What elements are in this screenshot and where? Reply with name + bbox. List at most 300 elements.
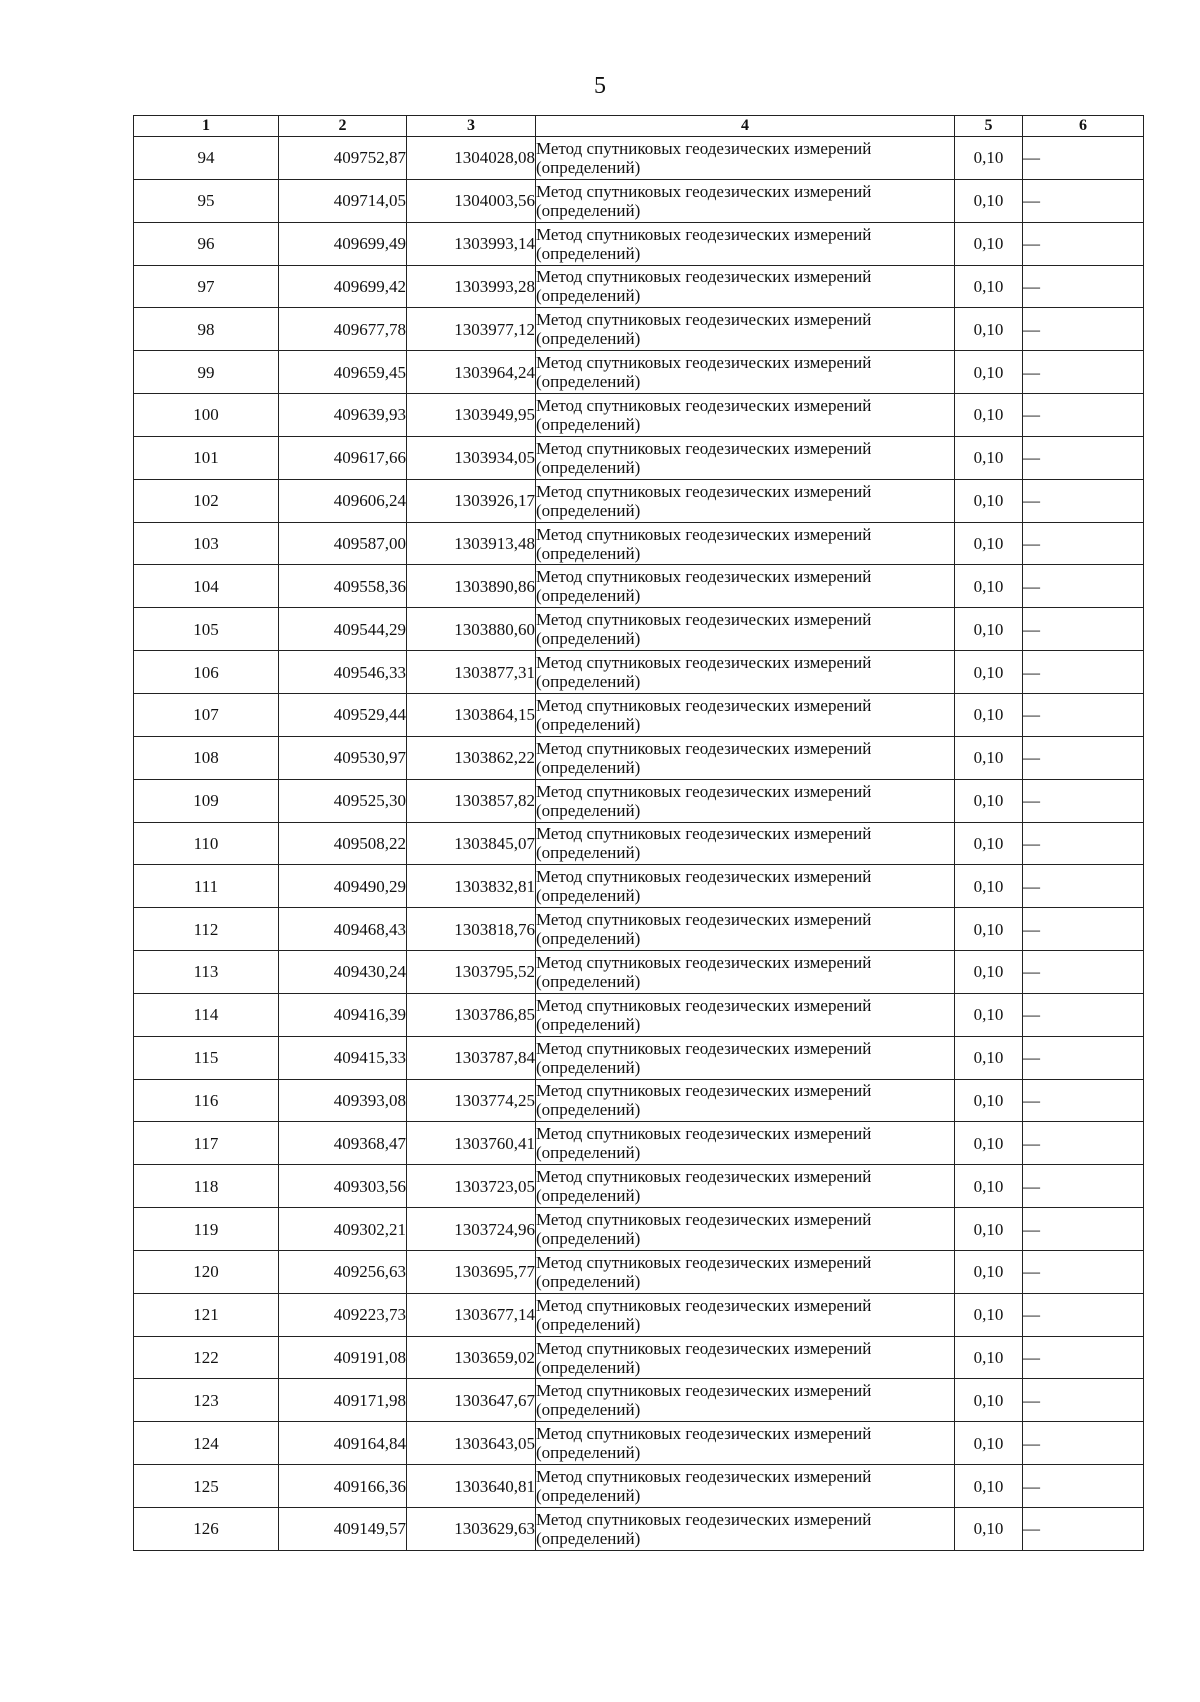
note-dash: — (1023, 822, 1144, 865)
table-row (134, 351, 1144, 394)
coordinate-x: 409490,29 (279, 865, 407, 908)
accuracy-value: 0,10 (955, 137, 1023, 180)
coordinate-y: 1303832,81 (407, 865, 536, 908)
point-number: 98 (134, 308, 279, 351)
table-row (134, 736, 1144, 779)
method-line-1: Метод спутниковых геодезических измерений (536, 1252, 872, 1272)
point-number: 126 (134, 1508, 279, 1551)
method-cell (536, 565, 955, 608)
point-number: 101 (134, 436, 279, 479)
coordinate-x: 409302,21 (279, 1208, 407, 1251)
method-cell (536, 651, 955, 694)
method-cell (536, 1122, 955, 1165)
method-cell (536, 1293, 955, 1336)
coordinate-y: 1303934,05 (407, 436, 536, 479)
method-line-1: Метод спутниковых геодезических измерений (536, 952, 872, 972)
method-cell (536, 908, 955, 951)
note-dash: — (1023, 479, 1144, 522)
point-number: 117 (134, 1122, 279, 1165)
method-cell (536, 1036, 955, 1079)
accuracy-value: 0,10 (955, 1079, 1023, 1122)
method-cell (536, 394, 955, 437)
table-row (134, 865, 1144, 908)
coordinate-y: 1303862,22 (407, 736, 536, 779)
coordinate-y: 1303877,31 (407, 651, 536, 694)
method-cell (536, 1165, 955, 1208)
header-col-2: 2 (279, 116, 407, 137)
method-line-2: (определений) (536, 1271, 641, 1291)
method-cell (536, 179, 955, 222)
accuracy-value: 0,10 (955, 394, 1023, 437)
method-line-1: Метод спутниковых геодезических измерений (536, 224, 872, 244)
accuracy-value: 0,10 (955, 1422, 1023, 1465)
note-dash: — (1023, 608, 1144, 651)
accuracy-value: 0,10 (955, 522, 1023, 565)
method-cell (536, 1250, 955, 1293)
point-number: 106 (134, 651, 279, 694)
coordinate-y: 1303993,28 (407, 265, 536, 308)
method-cell (536, 522, 955, 565)
header-row (134, 116, 1144, 137)
note-dash: — (1023, 222, 1144, 265)
table-row (134, 479, 1144, 522)
table-row (134, 179, 1144, 222)
note-dash: — (1023, 651, 1144, 694)
method-cell (536, 1079, 955, 1122)
method-line-1: Метод спутниковых геодезических измерений (536, 1424, 872, 1444)
coordinate-y: 1303640,81 (407, 1465, 536, 1508)
note-dash: — (1023, 1465, 1144, 1508)
note-dash: — (1023, 779, 1144, 822)
table-row (134, 1293, 1144, 1336)
method-cell (536, 1379, 955, 1422)
point-number: 122 (134, 1336, 279, 1379)
method-line-1: Метод спутниковых геодезических измерений (536, 181, 872, 201)
note-dash: — (1023, 1508, 1144, 1551)
note-dash: — (1023, 1379, 1144, 1422)
note-dash: — (1023, 908, 1144, 951)
accuracy-value: 0,10 (955, 693, 1023, 736)
note-dash: — (1023, 351, 1144, 394)
method-line-1: Метод спутниковых геодезических измерений (536, 781, 872, 801)
accuracy-value: 0,10 (955, 179, 1023, 222)
coordinate-y: 1303786,85 (407, 993, 536, 1036)
method-cell (536, 693, 955, 736)
method-line-1: Метод спутниковых геодезических измерений (536, 1338, 872, 1358)
method-cell (536, 351, 955, 394)
table-row (134, 1165, 1144, 1208)
note-dash: — (1023, 693, 1144, 736)
coordinate-y: 1303964,24 (407, 351, 536, 394)
coordinate-y: 1303643,05 (407, 1422, 536, 1465)
method-line-2: (определений) (536, 1486, 641, 1506)
point-number: 95 (134, 179, 279, 222)
method-line-1: Метод спутниковых геодезических измерений (536, 310, 872, 330)
coordinate-x: 409699,42 (279, 265, 407, 308)
note-dash: — (1023, 951, 1144, 994)
note-dash: — (1023, 1079, 1144, 1122)
table-row (134, 308, 1144, 351)
note-dash: — (1023, 1122, 1144, 1165)
header-col-4: 4 (536, 116, 955, 137)
note-dash: — (1023, 1165, 1144, 1208)
coordinate-y: 1304003,56 (407, 179, 536, 222)
method-line-2: (определений) (536, 586, 641, 606)
method-cell (536, 265, 955, 308)
coordinate-x: 409752,87 (279, 137, 407, 180)
coordinate-y: 1303993,14 (407, 222, 536, 265)
method-line-1: Метод спутниковых геодезических измерений (536, 395, 872, 415)
coordinate-x: 409617,66 (279, 436, 407, 479)
table-row (134, 608, 1144, 651)
accuracy-value: 0,10 (955, 1379, 1023, 1422)
coordinate-x: 409166,36 (279, 1465, 407, 1508)
table-row (134, 822, 1144, 865)
method-cell (536, 993, 955, 1036)
method-cell (536, 1336, 955, 1379)
method-cell (536, 1508, 955, 1551)
coordinate-x: 409303,56 (279, 1165, 407, 1208)
coordinate-y: 1303913,48 (407, 522, 536, 565)
method-line-2: (определений) (536, 629, 641, 649)
method-line-2: (определений) (536, 1443, 641, 1463)
method-line-2: (определений) (536, 971, 641, 991)
accuracy-value: 0,10 (955, 779, 1023, 822)
point-number: 119 (134, 1208, 279, 1251)
method-line-2: (определений) (536, 1400, 641, 1420)
method-cell (536, 779, 955, 822)
method-cell (536, 308, 955, 351)
method-line-2: (определений) (536, 1314, 641, 1334)
point-number: 121 (134, 1293, 279, 1336)
coordinate-y: 1303695,77 (407, 1250, 536, 1293)
method-cell (536, 951, 955, 994)
method-line-2: (определений) (536, 757, 641, 777)
coordinate-x: 409677,78 (279, 308, 407, 351)
table-row (134, 265, 1144, 308)
note-dash: — (1023, 522, 1144, 565)
accuracy-value: 0,10 (955, 1036, 1023, 1079)
point-number: 110 (134, 822, 279, 865)
coordinate-x: 409530,97 (279, 736, 407, 779)
method-line-1: Метод спутниковых геодезических измерений (536, 695, 872, 715)
coordinate-y: 1303977,12 (407, 308, 536, 351)
method-line-2: (определений) (536, 714, 641, 734)
table-row (134, 1036, 1144, 1079)
point-number: 105 (134, 608, 279, 651)
method-line-1: Метод спутниковых геодезических измерений (536, 610, 872, 630)
note-dash: — (1023, 179, 1144, 222)
table-row (134, 1465, 1144, 1508)
table-row (134, 1208, 1144, 1251)
point-number: 104 (134, 565, 279, 608)
method-line-2: (определений) (536, 414, 641, 434)
method-line-2: (определений) (536, 1528, 641, 1548)
accuracy-value: 0,10 (955, 1293, 1023, 1336)
method-line-1: Метод спутниковых геодезических измерений (536, 824, 872, 844)
table-row (134, 1508, 1144, 1551)
note-dash: — (1023, 308, 1144, 351)
coordinate-x: 409544,29 (279, 608, 407, 651)
accuracy-value: 0,10 (955, 651, 1023, 694)
header-col-6: 6 (1023, 116, 1144, 137)
accuracy-value: 0,10 (955, 1122, 1023, 1165)
method-line-2: (определений) (536, 929, 641, 949)
accuracy-value: 0,10 (955, 1336, 1023, 1379)
coordinate-y: 1303774,25 (407, 1079, 536, 1122)
point-number: 94 (134, 137, 279, 180)
method-line-2: (определений) (536, 243, 641, 263)
method-cell (536, 736, 955, 779)
method-line-1: Метод спутниковых геодезических измерений (536, 1081, 872, 1101)
table-row (134, 222, 1144, 265)
coordinate-x: 409606,24 (279, 479, 407, 522)
accuracy-value: 0,10 (955, 351, 1023, 394)
coordinate-x: 409529,44 (279, 693, 407, 736)
coordinate-x: 409256,63 (279, 1250, 407, 1293)
coordinate-x: 409639,93 (279, 394, 407, 437)
method-line-1: Метод спутниковых геодезических измерений (536, 1210, 872, 1230)
method-line-1: Метод спутниковых геодезических измерений (536, 1038, 872, 1058)
coordinate-y: 1303818,76 (407, 908, 536, 951)
accuracy-value: 0,10 (955, 608, 1023, 651)
point-number: 99 (134, 351, 279, 394)
accuracy-value: 0,10 (955, 736, 1023, 779)
method-cell (536, 822, 955, 865)
coordinate-x: 409223,73 (279, 1293, 407, 1336)
point-number: 115 (134, 1036, 279, 1079)
method-line-2: (определений) (536, 543, 641, 563)
method-line-1: Метод спутниковых геодезических измерений (536, 567, 872, 587)
point-number: 118 (134, 1165, 279, 1208)
method-line-1: Метод спутниковых геодезических измерений (536, 867, 872, 887)
coordinate-x: 409149,57 (279, 1508, 407, 1551)
note-dash: — (1023, 993, 1144, 1036)
method-cell (536, 1208, 955, 1251)
coordinate-y: 1303677,14 (407, 1293, 536, 1336)
method-line-2: (определений) (536, 800, 641, 820)
method-line-2: (определений) (536, 1014, 641, 1034)
table-row (134, 993, 1144, 1036)
table-row (134, 1379, 1144, 1422)
note-dash: — (1023, 1036, 1144, 1079)
table-row (134, 651, 1144, 694)
method-line-1: Метод спутниковых геодезических измерений (536, 653, 872, 673)
point-number: 113 (134, 951, 279, 994)
method-line-1: Метод спутниковых геодезических измерений (536, 1467, 872, 1487)
coordinate-x: 409415,33 (279, 1036, 407, 1079)
method-line-2: (определений) (536, 457, 641, 477)
method-line-2: (определений) (536, 157, 641, 177)
accuracy-value: 0,10 (955, 993, 1023, 1036)
method-line-2: (определений) (536, 886, 641, 906)
accuracy-value: 0,10 (955, 1250, 1023, 1293)
accuracy-value: 0,10 (955, 436, 1023, 479)
coordinate-x: 409171,98 (279, 1379, 407, 1422)
method-line-2: (определений) (536, 1143, 641, 1163)
coordinate-x: 409368,47 (279, 1122, 407, 1165)
note-dash: — (1023, 436, 1144, 479)
coordinate-y: 1303723,05 (407, 1165, 536, 1208)
accuracy-value: 0,10 (955, 1165, 1023, 1208)
accuracy-value: 0,10 (955, 565, 1023, 608)
table-row (134, 565, 1144, 608)
coordinate-x: 409393,08 (279, 1079, 407, 1122)
method-line-1: Метод спутниковых геодезических измерений (536, 438, 872, 458)
point-number: 97 (134, 265, 279, 308)
header-col-3: 3 (407, 116, 536, 137)
method-cell (536, 137, 955, 180)
coordinate-x: 409699,49 (279, 222, 407, 265)
method-cell (536, 222, 955, 265)
note-dash: — (1023, 265, 1144, 308)
note-dash: — (1023, 394, 1144, 437)
point-number: 102 (134, 479, 279, 522)
header-col-5: 5 (955, 116, 1023, 137)
method-line-2: (определений) (536, 329, 641, 349)
method-cell (536, 608, 955, 651)
point-number: 116 (134, 1079, 279, 1122)
coordinate-x: 409416,39 (279, 993, 407, 1036)
method-line-2: (определений) (536, 200, 641, 220)
coordinate-x: 409191,08 (279, 1336, 407, 1379)
accuracy-value: 0,10 (955, 822, 1023, 865)
accuracy-value: 0,10 (955, 1465, 1023, 1508)
method-line-2: (определений) (536, 1357, 641, 1377)
point-number: 114 (134, 993, 279, 1036)
method-line-1: Метод спутниковых геодезических измерений (536, 1295, 872, 1315)
method-line-1: Метод спутниковых геодезических измерений (536, 353, 872, 373)
table-header (134, 116, 1144, 137)
method-line-1: Метод спутниковых геодезических измерений (536, 481, 872, 501)
table-row (134, 1122, 1144, 1165)
method-line-1: Метод спутниковых геодезических измерений (536, 138, 872, 158)
coordinate-x: 409164,84 (279, 1422, 407, 1465)
method-line-2: (определений) (536, 1100, 641, 1120)
note-dash: — (1023, 1336, 1144, 1379)
method-line-2: (определений) (536, 843, 641, 863)
method-line-1: Метод спутниковых геодезических измерений (536, 267, 872, 287)
coordinate-y: 1303890,86 (407, 565, 536, 608)
table-row (134, 137, 1144, 180)
accuracy-value: 0,10 (955, 908, 1023, 951)
method-cell (536, 436, 955, 479)
method-line-2: (определений) (536, 372, 641, 392)
table-row (134, 908, 1144, 951)
method-line-2: (определений) (536, 1229, 641, 1249)
note-dash: — (1023, 1293, 1144, 1336)
coordinate-y: 1303845,07 (407, 822, 536, 865)
table-row (134, 394, 1144, 437)
coordinate-x: 409546,33 (279, 651, 407, 694)
accuracy-value: 0,10 (955, 308, 1023, 351)
method-line-1: Метод спутниковых геодезических измерений (536, 1167, 872, 1187)
method-line-1: Метод спутниковых геодезических измерений (536, 1509, 872, 1529)
point-number: 107 (134, 693, 279, 736)
note-dash: — (1023, 565, 1144, 608)
note-dash: — (1023, 1422, 1144, 1465)
table-row (134, 1336, 1144, 1379)
note-dash: — (1023, 1250, 1144, 1293)
coordinate-y: 1303724,96 (407, 1208, 536, 1251)
point-number: 103 (134, 522, 279, 565)
coordinate-x: 409525,30 (279, 779, 407, 822)
table-row (134, 1250, 1144, 1293)
coordinate-y: 1303949,95 (407, 394, 536, 437)
coordinate-x: 409659,45 (279, 351, 407, 394)
accuracy-value: 0,10 (955, 1508, 1023, 1551)
table-row (134, 779, 1144, 822)
method-line-2: (определений) (536, 286, 641, 306)
note-dash: — (1023, 1208, 1144, 1251)
point-number: 108 (134, 736, 279, 779)
coordinate-x: 409714,05 (279, 179, 407, 222)
note-dash: — (1023, 736, 1144, 779)
method-line-2: (определений) (536, 500, 641, 520)
method-cell (536, 479, 955, 522)
table-row (134, 436, 1144, 479)
coordinate-y: 1303880,60 (407, 608, 536, 651)
coordinate-y: 1303659,02 (407, 1336, 536, 1379)
note-dash: — (1023, 137, 1144, 180)
table-row (134, 693, 1144, 736)
accuracy-value: 0,10 (955, 951, 1023, 994)
table-body (134, 137, 1144, 1551)
coordinate-y: 1303629,63 (407, 1508, 536, 1551)
table-row (134, 522, 1144, 565)
accuracy-value: 0,10 (955, 1208, 1023, 1251)
point-number: 112 (134, 908, 279, 951)
method-cell (536, 865, 955, 908)
note-dash: — (1023, 865, 1144, 908)
method-line-1: Метод спутниковых геодезических измерений (536, 1124, 872, 1144)
method-cell (536, 1422, 955, 1465)
method-line-2: (определений) (536, 1186, 641, 1206)
page-number: 5 (594, 73, 606, 99)
point-number: 109 (134, 779, 279, 822)
coordinate-y: 1303760,41 (407, 1122, 536, 1165)
point-number: 125 (134, 1465, 279, 1508)
point-number: 111 (134, 865, 279, 908)
method-line-2: (определений) (536, 672, 641, 692)
method-line-1: Метод спутниковых геодезических измерений (536, 1381, 872, 1401)
method-line-1: Метод спутниковых геодезических измерений (536, 910, 872, 930)
point-number: 124 (134, 1422, 279, 1465)
accuracy-value: 0,10 (955, 865, 1023, 908)
coordinate-y: 1303787,84 (407, 1036, 536, 1079)
table-row (134, 1079, 1144, 1122)
coordinate-x: 409430,24 (279, 951, 407, 994)
method-line-2: (определений) (536, 1057, 641, 1077)
point-number: 96 (134, 222, 279, 265)
coordinate-x: 409587,00 (279, 522, 407, 565)
coordinate-x: 409468,43 (279, 908, 407, 951)
method-line-1: Метод спутниковых геодезических измерений (536, 738, 872, 758)
coordinate-y: 1303926,17 (407, 479, 536, 522)
method-line-1: Метод спутниковых геодезических измерений (536, 995, 872, 1015)
table-row (134, 951, 1144, 994)
coordinate-y: 1303857,82 (407, 779, 536, 822)
coordinate-x: 409558,36 (279, 565, 407, 608)
accuracy-value: 0,10 (955, 265, 1023, 308)
coordinate-y: 1304028,08 (407, 137, 536, 180)
coordinate-y: 1303864,15 (407, 693, 536, 736)
header-col-1: 1 (134, 116, 279, 137)
point-number: 120 (134, 1250, 279, 1293)
accuracy-value: 0,10 (955, 479, 1023, 522)
point-number: 100 (134, 394, 279, 437)
coordinate-x: 409508,22 (279, 822, 407, 865)
